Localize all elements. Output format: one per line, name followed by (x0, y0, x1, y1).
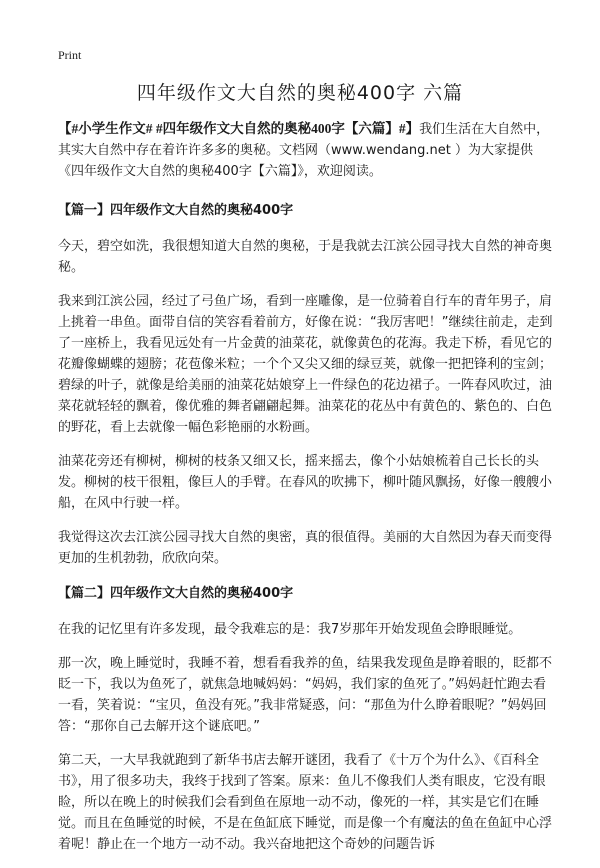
paragraph: 第二天，一大早我就跑到了新华书店去解开谜团，我看了《十万个为什么》、《百科全书》，用了很多功夫，我终于找到了答案。原来：鱼儿不像我们人类有眼皮，它没有眼睑，所以在晚上的时候我们会看到鱼在原地一动不动，像死的一样，其实是它们在睡觉。而且在鱼睡觉的时候，不是在鱼缸底下睡觉，而是像一个有魔法的鱼在鱼缸中心浮着呢！静止在一个地方一动不动。我兴奋地把这个奇妙的问题告诉 (58, 753, 553, 852)
section-tag: 【篇一】 (58, 202, 111, 217)
paragraph: 我来到江滨公园，经过了弓鱼广场，看到一座雕像，是一位骑着自行车的青年男子，肩上挑着一串鱼。面带自信的笑容看着前方，好像在说：“我厉害吧！”继续往前走，走到了一座桥上，我看见远处有一片金黄的油菜花，就像黄色的花海。我走下桥，看见它的花瓣像蝴蝶的翅膀；花苞像米粒；一个个又尖又细的绿豆荚，就像一把把锋利的宝剑；碧绿的叶子，就像是给美丽的油菜花姑娘穿上一件绿色的花边裙子。一阵春风吹过，油菜花就轻轻的飘着，像优雅的舞者翩翩起舞。油菜花的花丛中有黄色的、紫色的、白色的野花，看上去就像一幅色彩艳丽的水粉画。 (58, 294, 553, 435)
section-heading-1 (58, 199, 554, 221)
paragraph: 今天，碧空如洗，我很想知道大自然的奥秘，于是我就去江滨公园寻找大自然的神奇奥秘。 (58, 239, 553, 275)
article-body (58, 118, 554, 868)
paragraph: 我觉得这次去江滨公园寻找大自然的奥密，真的很值得。美丽的大自然因为春天而变得更加的生机勃勃，欣欣向荣。 (58, 530, 553, 566)
section-title: 四年级作文大自然的奥秘400字 (110, 586, 294, 601)
print-link[interactable]: Print (58, 48, 82, 62)
intro-tag: 【#小学生作文# #四年级作文大自然的奥秘400字【六篇】#】 (58, 121, 420, 136)
intro-paragraph (58, 118, 554, 182)
paragraph: 在我的记忆里有许多发现，最令我难忘的是：我7岁那年开始发现鱼会睁眼睡觉。 (58, 622, 522, 637)
section-heading-2 (58, 582, 554, 604)
section-title: 四年级作文大自然的奥秘400字 (110, 203, 294, 218)
section-tag: 【篇二】 (58, 585, 111, 600)
page-title: 四年级作文大自然的奥秘400字 六篇 (136, 82, 464, 104)
paragraph: 油菜花旁还有柳树，柳树的枝条又细又长，摇来摇去，像个小姑娘梳着自己长长的头发。柳树的枝干很粗，像巨人的手臂。在春风的吹拂下，柳叶随风飘扬，好像一艘艘小船，在风中行驶一样。 (58, 454, 553, 511)
paragraph: 那一次，晚上睡觉时，我睡不着，想看看我养的鱼，结果我发现鱼是睁着眼的，眨都不眨一下，我以为鱼死了，就焦急地喊妈妈：“妈妈，我们家的鱼死了。”妈妈赶忙跑去看一看，笑着说：“宝贝，鱼没有死。”我非常疑惑，问：“那鱼为什么睁着眼呢？”妈妈回答：“那你自己去解开这个谜底吧。” (58, 656, 553, 734)
intro-text: 我们生活在大自然中，其实大自然中存在着许许多多的奥秘。文档网（www.wendang.net ）为大家提供《四年级作文大自然的奥秘400字【六篇】》，欢迎阅读。 (58, 122, 550, 179)
